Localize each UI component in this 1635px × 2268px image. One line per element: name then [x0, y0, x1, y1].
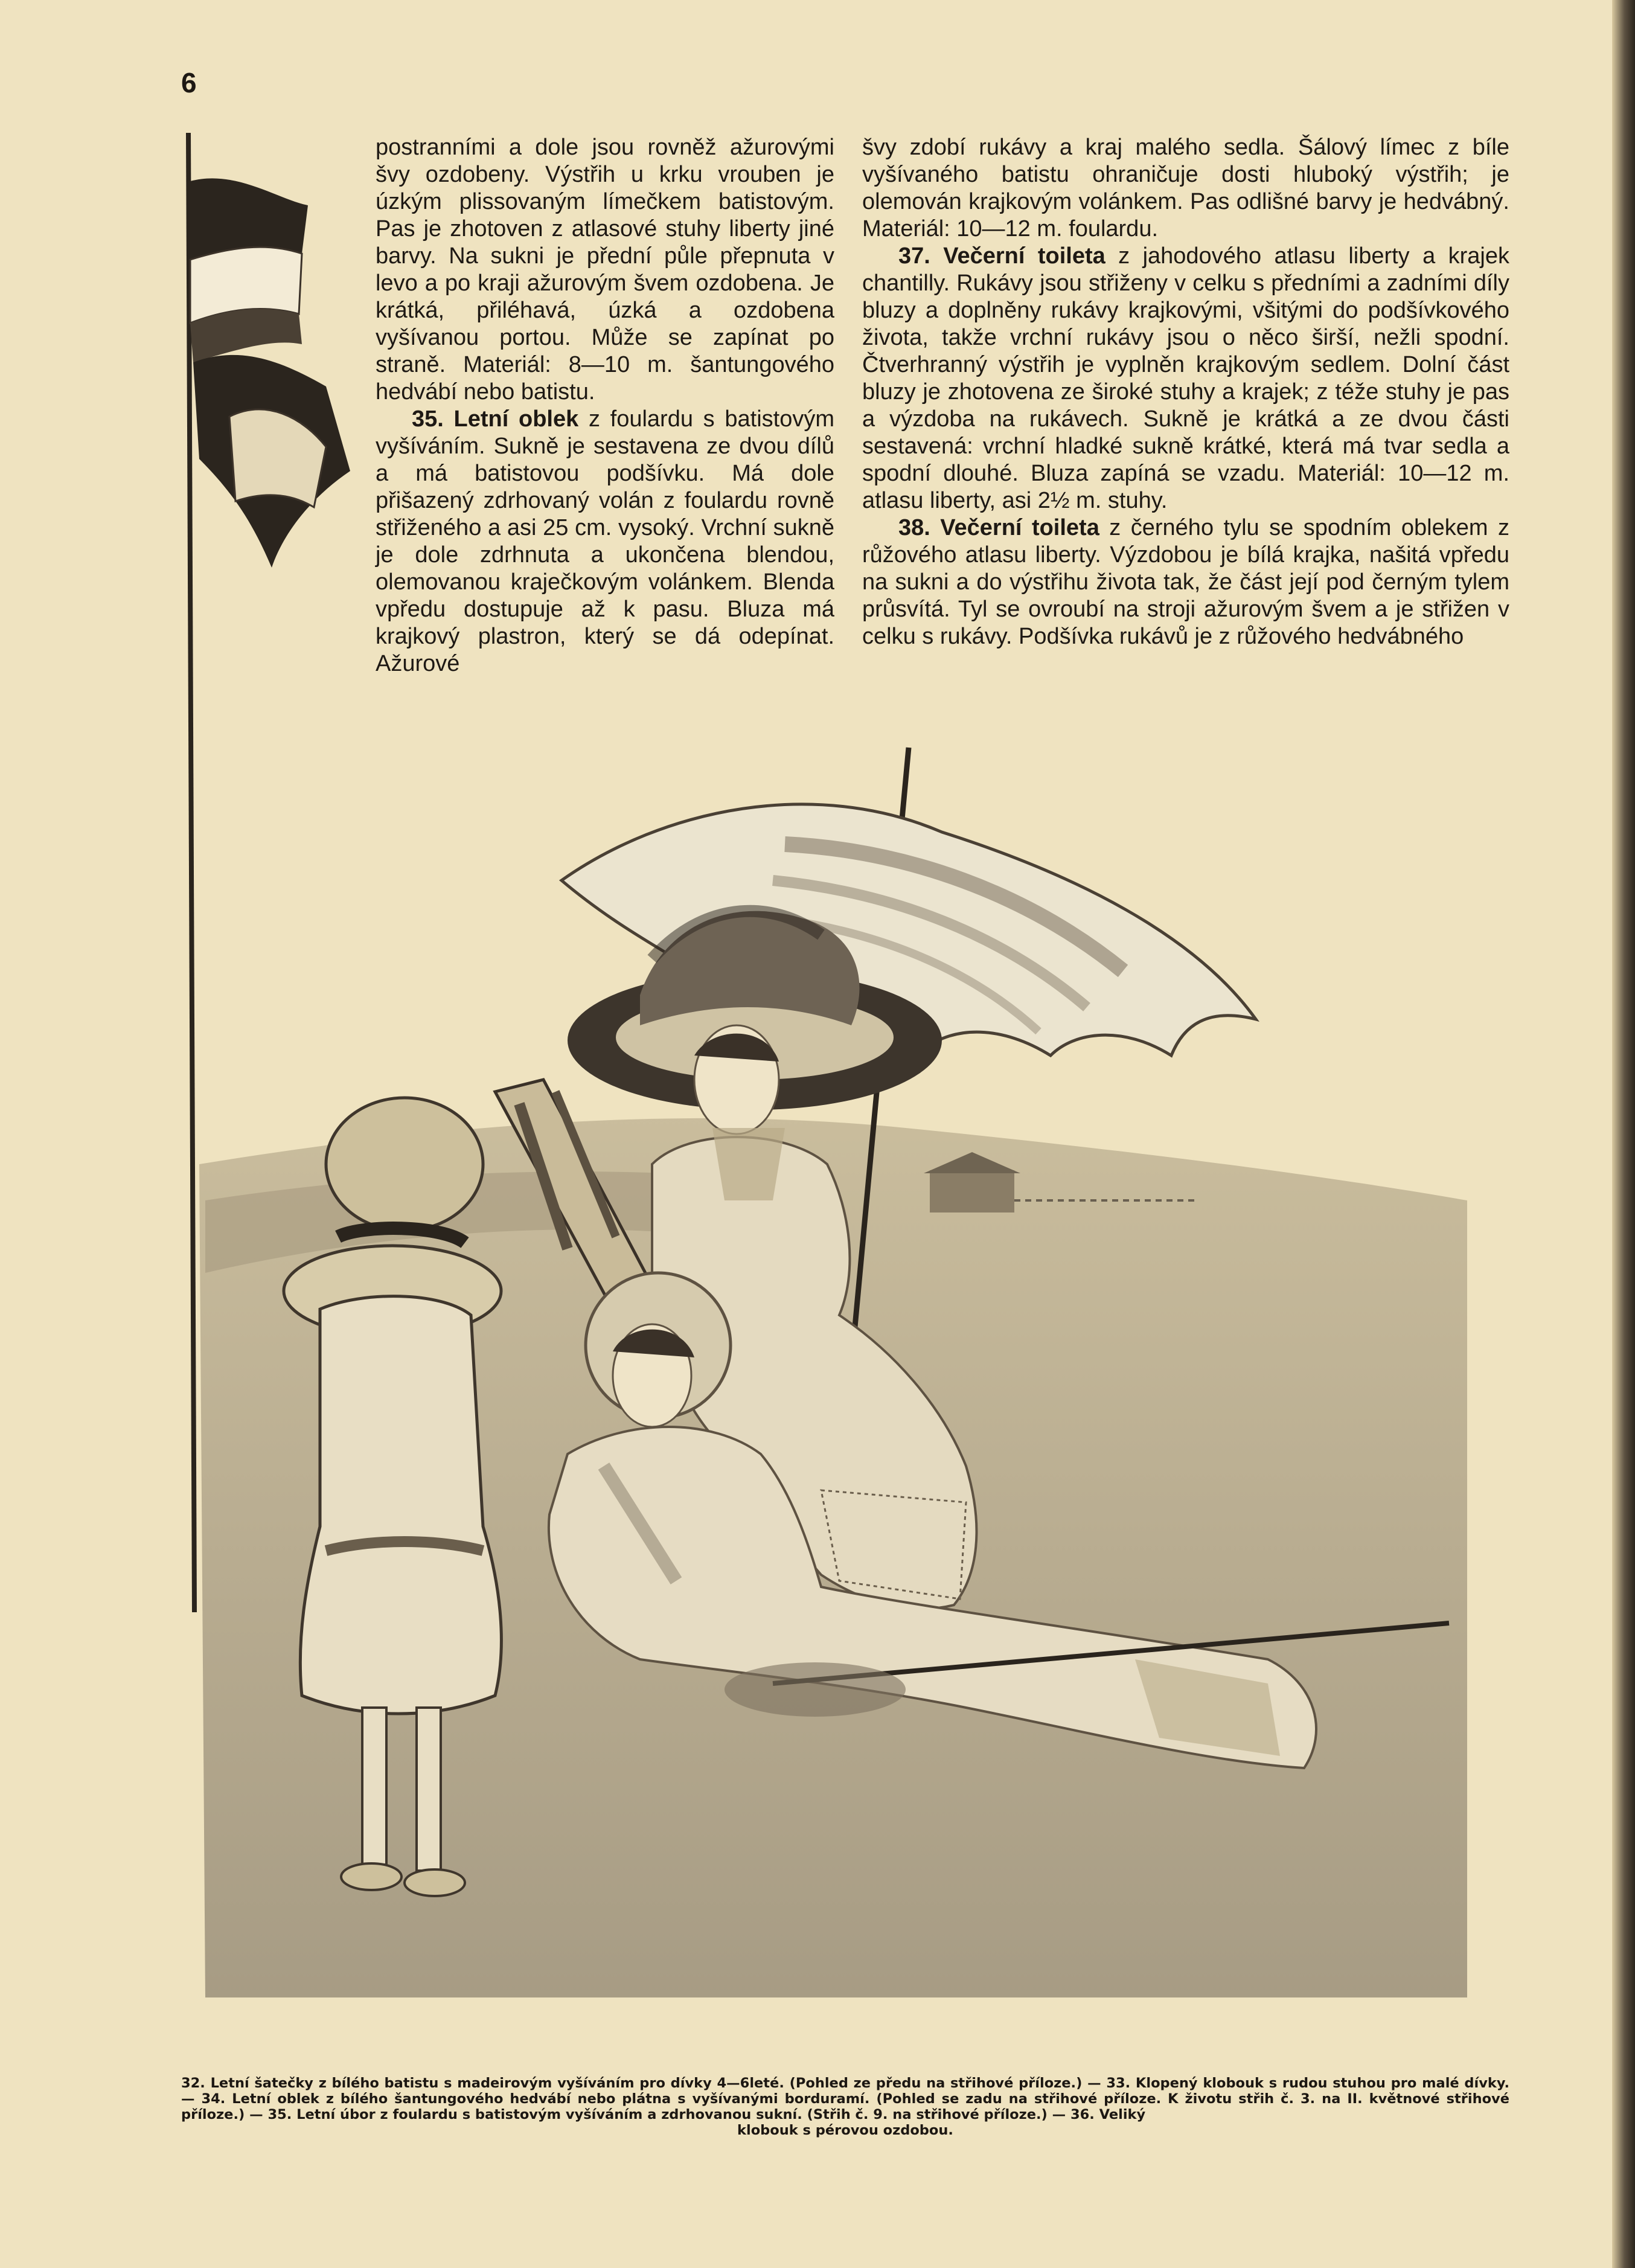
- paragraph: [862, 514, 1509, 650]
- fashion-illustration: [181, 742, 1528, 2010]
- paragraph: švy zdobí rukávy a kraj malého sedla. Šálový límec z bíle vyšívaného batistu ohraničuje dosti hluboký výstřih; je olemován krajkovým volánkem. Pas odlišné barvy je hedvábný. Materiál: 10—12 m. foulardu.: [862, 135, 1509, 242]
- item-heading: 37. Večerní toileta: [898, 243, 1105, 269]
- item-text: z jahodového atlasu liberty a krajek chantilly. Rukávy jsou střiženy v celku s předními a zadními díly bluzy a doplněny rukávy krajkovými, všitými do podšívkového života, takže vrchní rukávy jsou o něco širší, nežli spodní. Čtverhranný výstřih je vyplněn krajkovým sedlem. Dolní část bluzy je zhotovena ze široké stuhy a krajek; z téže stuhy je pas a výzdoba na rukávech. Sukně je krátká a ze dvou části sestavená: vrchní hladké sukně krátké, která má tvar sedla a spodní dlouhé. Bluza zapíná se vzadu. Materiál: 10—12 m. atlasu liberty, asi 2½ m. stuhy.: [862, 243, 1509, 513]
- paragraph: [862, 243, 1509, 514]
- text-column-right: [862, 134, 1509, 650]
- page-number: 6: [181, 67, 197, 98]
- paragraph: [376, 406, 834, 678]
- page-edge-gap: [1606, 0, 1612, 2268]
- item-text: z foulardu s batistovým vyšíváním. Sukně je sestavena ze dvou dílů a má batistovou podšívku. Má dole přišazený zdrhovaný volán z foulardu rovně střiženého a asi 25 cm. vysoký. Vrchní sukně je dole zdrhnuta a ukončena blendou, olemovanou kraječkovým volánkem. Blenda vpředu dostupuje až k pasu. Bluza má krajkový plastron, který se dá odepínat. Ažurové: [376, 406, 834, 676]
- page-edge-shadow: [1612, 0, 1635, 2268]
- text-column-left: [376, 134, 834, 678]
- figure-caption: [181, 2075, 1509, 2138]
- caption-text: 32. Letní šatečky z bílého batistu s madeirovým vyšíváním pro dívky 4—6leté. (Pohled ze předu na střihové příloze.) — 33. Klopený klobouk s rudou stuhou pro malé dívky. — 34. Letní oblek z bílého šantungového hedvábí nebo plátna s vyšívanými borduramí. (Pohled se zadu na střihové příloze. K životu střih č. 3. na II. květnové střihové příloze.) — 35. Letní úbor z foulardu s batistovým vyšíváním a zdrhovanou sukní. (Střih č. 9. na střihové příloze.) — 36. Veliký: [181, 2075, 1509, 2122]
- item-text: z černého tylu se spodním oblekem z růžového atlasu liberty. Výzdobou je bílá krajka, našitá vpředu na sukni a do výstřihu života tak, že část její pod černým tylem průsvítá. Tyl se ovroubí na stroji ažurovým švem a je střižen v celku s rukávy. Podšívka rukávů je z růžového hedvábného: [862, 515, 1509, 649]
- item-heading: 38. Večerní toileta: [898, 515, 1099, 540]
- paragraph: postranními a dole jsou rovněž ažurovými švy ozdobeny. Výstřih u krku vrouben je úzkým plissovaným límečkem batistovým. Pas je zhotoven z atlasové stuhy liberty jiné barvy. Na sukni je přední půle přepnuta v levo a po kraji ažurovým švem ozdobena. Je krátká, přiléhavá, úzká a ozdobena vyšívanou portou. Může se zapínat po straně. Materiál: 8—10 m. šantungového hedvábí nebo batistu.: [376, 135, 834, 405]
- caption-last-line: klobouk s pérovou ozdobou.: [737, 2122, 953, 2138]
- item-heading: 35. Letní oblek: [412, 406, 579, 432]
